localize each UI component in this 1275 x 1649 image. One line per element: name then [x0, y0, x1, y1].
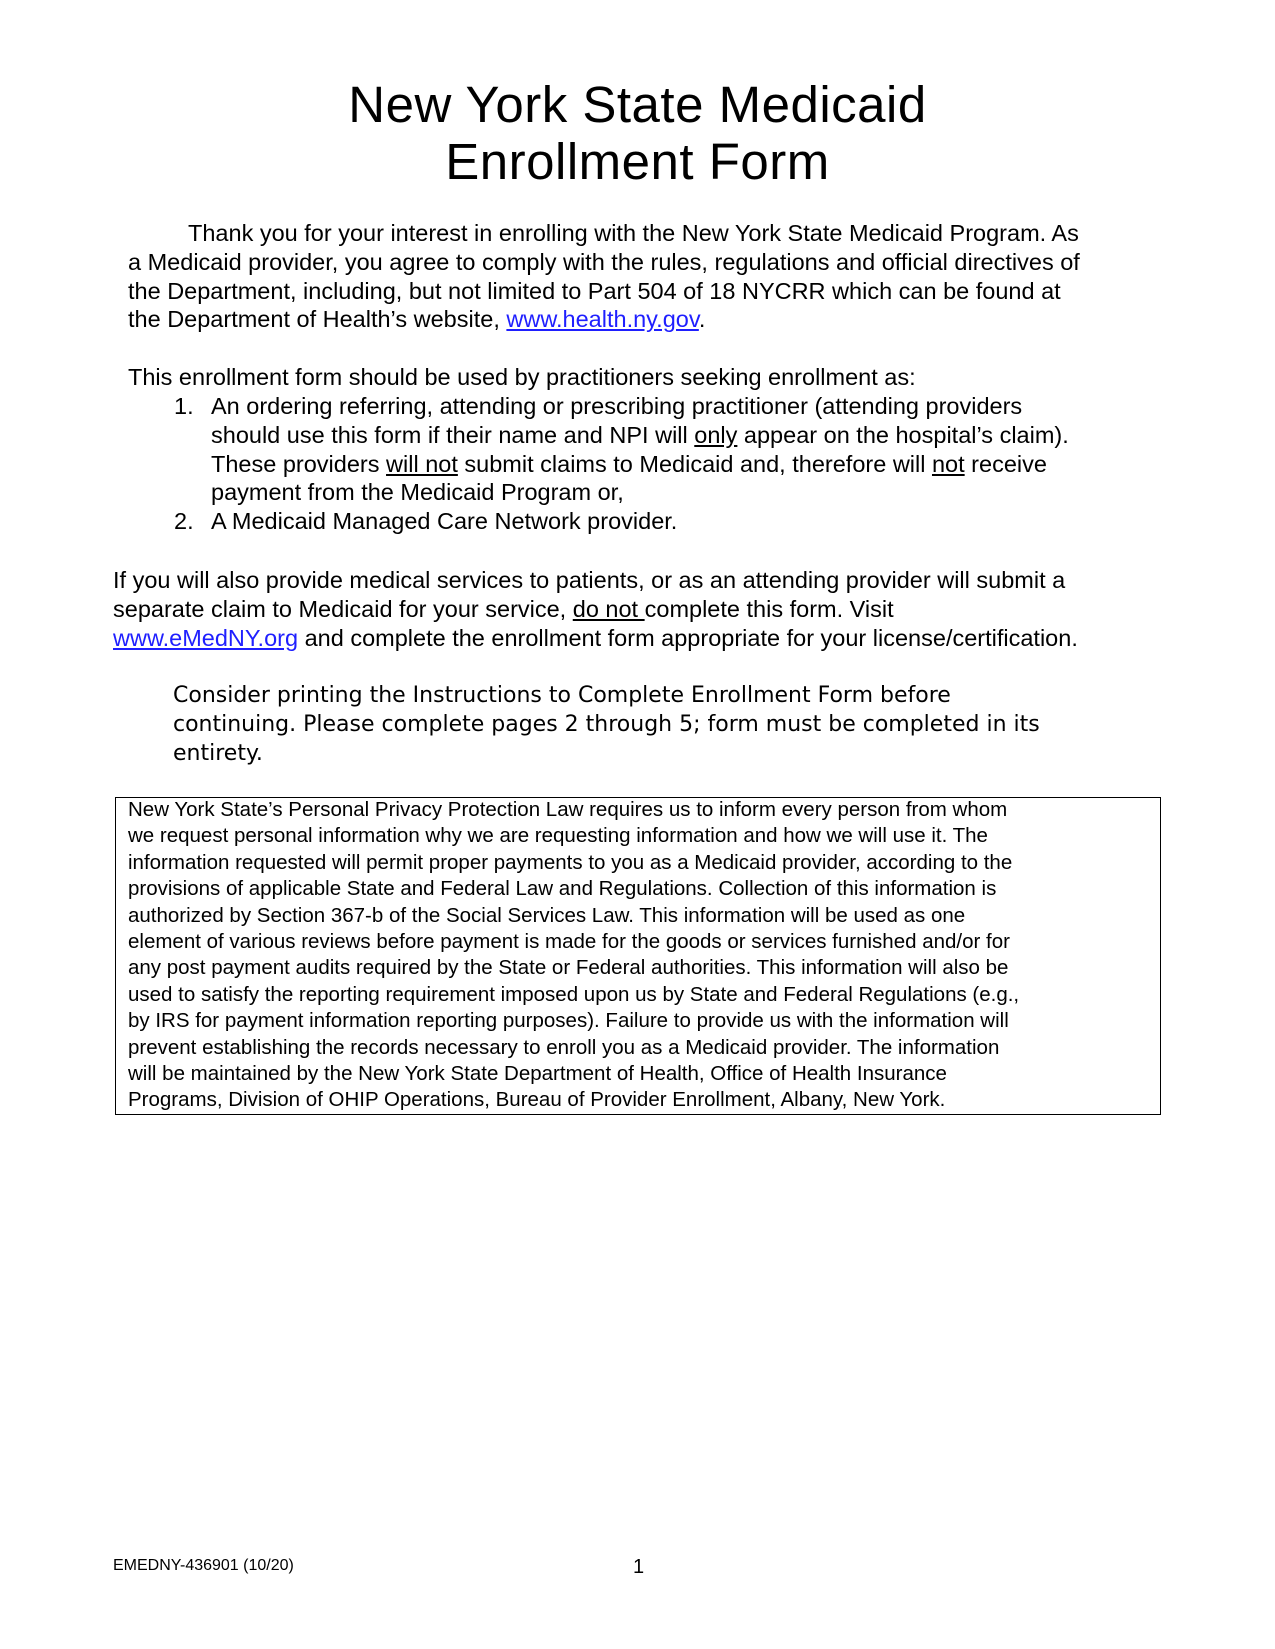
text-segment: authorized by Section 367-b of the Social Services Law. This information will be used as one — [128, 903, 966, 927]
form-code: EMEDNY-436901 (10/20) — [113, 1557, 294, 1574]
text-segment: prevent establishing the records necessary to enroll you as a Medicaid provider. The information — [128, 1035, 1000, 1059]
text-segment: information requested will permit proper payments to you as a Medicaid provider, according to the — [128, 850, 1013, 874]
text-segment: Thank you for your interest in enrolling with the New York State Medicaid Program. As — [188, 220, 1079, 246]
text-segment: continuing. Please complete pages 2 through 5; form must be completed in its — [173, 712, 1040, 737]
underlined-text: will not — [386, 450, 458, 477]
text-segment: complete this form. Visit — [644, 595, 894, 622]
text-segment: Programs, Division of OHIP Operations, Bureau of Provider Enrollment, Albany, New York. — [128, 1088, 946, 1112]
text-segment: entirety. — [173, 741, 263, 766]
text-line — [128, 219, 1080, 248]
website-link[interactable]: www.eMedNY.org — [113, 624, 299, 651]
instructions-note — [173, 681, 1040, 768]
text-line — [128, 876, 1019, 902]
text-line — [211, 392, 1069, 421]
text-line — [113, 566, 1078, 595]
text-line — [128, 850, 1019, 876]
text-line — [128, 797, 1019, 823]
text-line — [128, 277, 1080, 306]
text-line — [128, 903, 1019, 929]
text-segment: will be maintained by the New York State Department of Health, Office of Health Insurance — [128, 1062, 947, 1086]
underlined-text: not — [931, 450, 965, 477]
text-line — [113, 595, 1078, 624]
text-segment: This enrollment form should be used by practitioners seeking enrollment as: — [128, 364, 916, 390]
text-line — [128, 1008, 1019, 1034]
text-segment: New York State’s Personal Privacy Protection Law requires us to inform every person from whom — [128, 798, 1008, 821]
text-segment: These providers — [211, 450, 387, 477]
text-segment: by IRS for payment information reporting purposes). Failure to provide us with the information will — [128, 1009, 1009, 1033]
website-link[interactable]: www.health.ny.gov — [506, 306, 699, 333]
text-segment: payment from the Medicaid Program or, — [211, 479, 624, 506]
title-line: New York State Medicaid — [348, 76, 927, 133]
text-line — [128, 1087, 1019, 1113]
text-line — [211, 507, 1069, 536]
text-segment: we request personal information why we are requesting information and how we will use it. The — [128, 824, 988, 848]
notice-paragraph — [113, 566, 1078, 652]
underlined-text: only — [694, 421, 738, 448]
text-line — [128, 248, 1080, 277]
text-segment: element of various reviews before payment is made for the goods or services furnished and/or for — [128, 930, 1010, 954]
text-line — [128, 1035, 1019, 1061]
text-line — [211, 421, 1069, 450]
privacy-notice-text — [128, 797, 1019, 1114]
usage-intro-paragraph — [128, 363, 916, 392]
list-number: 2. — [174, 508, 194, 535]
intro-paragraph — [128, 219, 1080, 334]
page-number: 1 — [633, 1556, 645, 1578]
list-item — [174, 507, 1069, 536]
text-line — [128, 305, 1080, 334]
text-line — [128, 982, 1019, 1008]
text-line — [128, 823, 1019, 849]
text-segment: provisions of applicable State and Federal Law and Regulations. Collection of this information is — [128, 877, 997, 901]
text-line — [211, 478, 1069, 507]
text-line — [113, 624, 1078, 653]
text-segment: any post payment audits required by the State or Federal authorities. This information will also be — [128, 956, 1009, 980]
text-segment: should use this form if their name and NPI will — [211, 421, 695, 448]
text-line — [173, 681, 1040, 710]
text-segment: and complete the enrollment form appropriate for your license/certification. — [298, 624, 1078, 651]
text-line — [128, 363, 916, 392]
text-segment: a Medicaid provider, you agree to comply with the rules, regulations and official directives of — [128, 248, 1080, 275]
text-segment: A Medicaid Managed Care Network provider. — [211, 508, 678, 535]
text-segment: separate claim to Medicaid for your service, — [113, 595, 573, 622]
list-number: 1. — [174, 393, 194, 419]
text-line — [173, 710, 1040, 739]
page-title — [0, 76, 1275, 190]
enrollment-type-list — [174, 392, 1069, 536]
text-line — [211, 450, 1069, 479]
text-segment: Consider printing the Instructions to Complete Enrollment Form before — [173, 683, 951, 708]
text-line — [128, 1061, 1019, 1087]
text-segment: If you will also provide medical services to patients, or as an attending provider will submit a — [113, 567, 1066, 593]
text-segment: An ordering referring, attending or prescribing practitioner (attending providers — [211, 393, 1023, 419]
list-item — [174, 392, 1069, 507]
title-line: Enrollment Form — [445, 133, 830, 190]
text-segment: . — [698, 306, 706, 333]
text-line — [128, 955, 1019, 981]
text-segment: the Department of Health’s website, — [128, 306, 507, 333]
underlined-text: do not — [572, 595, 645, 622]
text-segment: appear on the hospital’s claim). — [737, 421, 1069, 448]
text-segment: used to satisfy the reporting requirement imposed upon us by State and Federal Regulations (e.g., — [128, 982, 1020, 1006]
text-segment: receive — [964, 450, 1047, 477]
text-line — [128, 929, 1019, 955]
text-segment: the Department, including, but not limited to Part 504 of 18 NYCRR which can be found at — [128, 277, 1061, 304]
text-segment: submit claims to Medicaid and, therefore will — [457, 450, 932, 477]
text-line — [173, 739, 1040, 768]
